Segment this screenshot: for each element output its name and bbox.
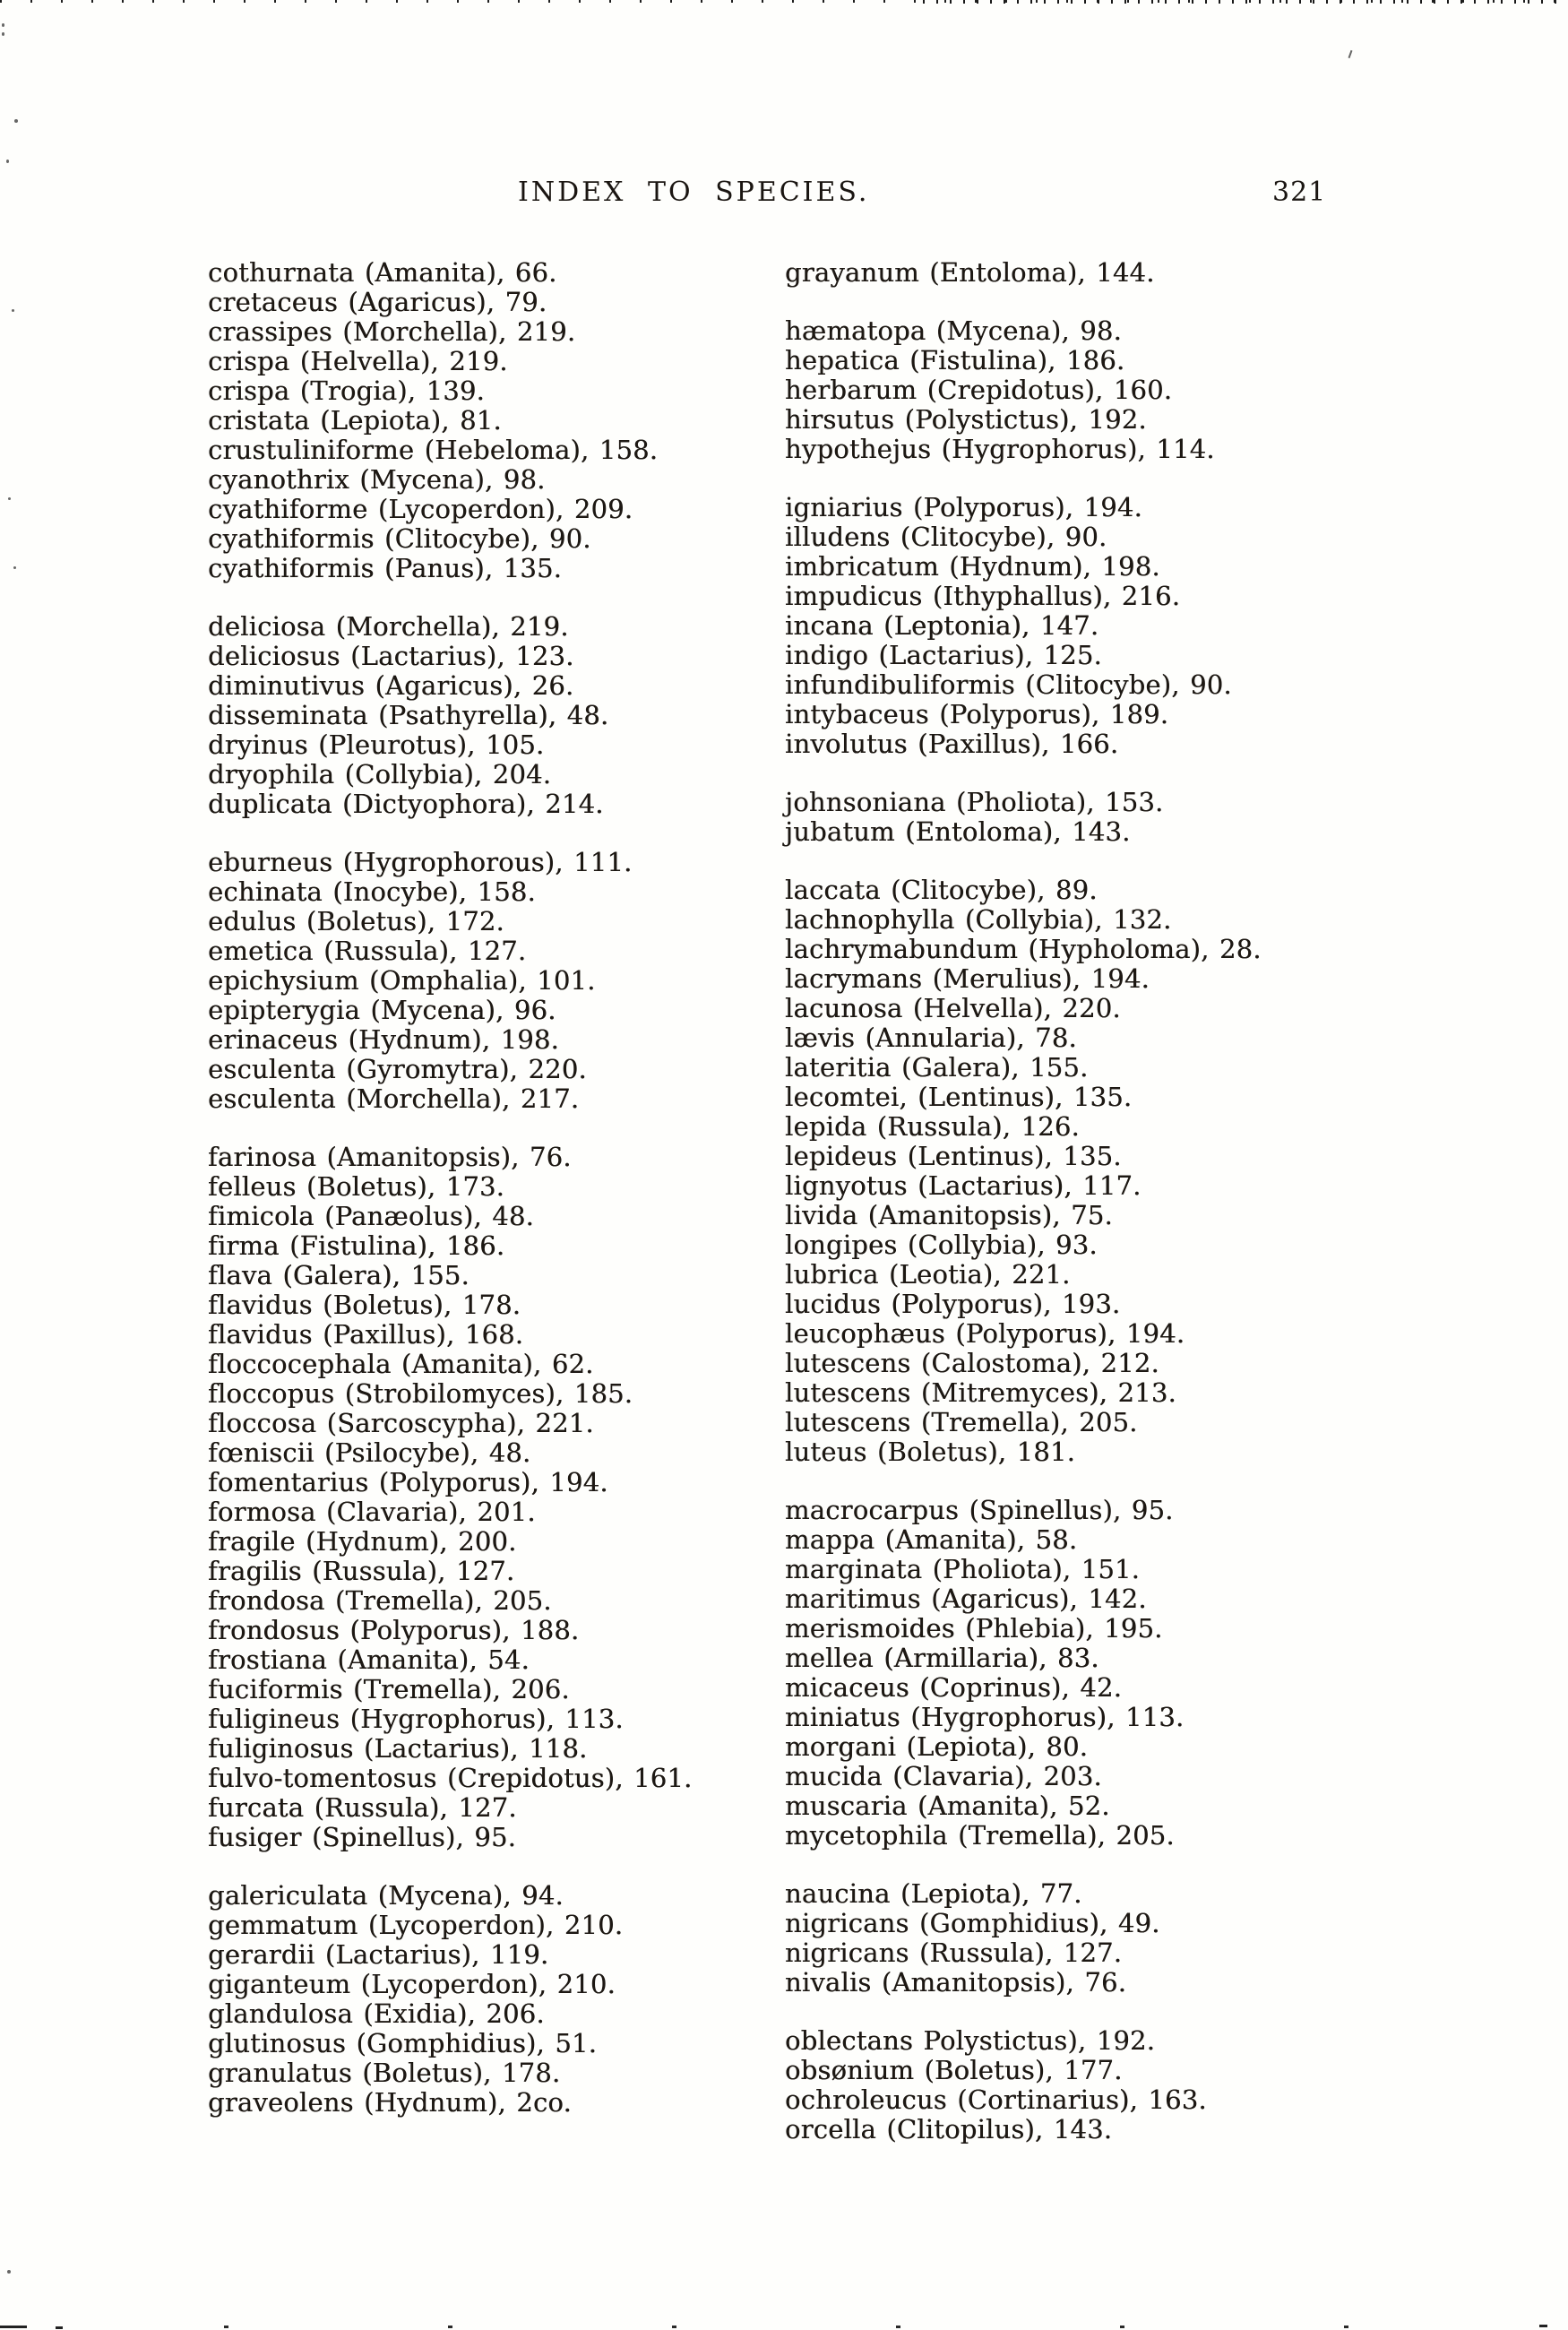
index-entry: jubatum (Entoloma), 143. (785, 816, 1131, 847)
index-entry: galericulata (Mycena), 94. (208, 1880, 564, 1911)
index-entry: mucida (Clavaria), 203. (785, 1761, 1102, 1791)
index-entry: lutescens (Mitremyces), 213. (785, 1377, 1176, 1408)
index-entry: crispa (Helvella), 219. (208, 346, 508, 376)
index-entry: fulvo-tomentosus (Crepidotus), 161. (208, 1763, 693, 1793)
index-entry: edulus (Boletus), 172. (208, 906, 504, 936)
page-number: 321 (1272, 177, 1327, 208)
scan-speck (8, 497, 11, 500)
index-entry: fimicola (Panæolus), 48. (208, 1201, 534, 1231)
index-entry: lignyotus (Lactarius), 117. (785, 1170, 1142, 1201)
index-group-g (208, 1881, 799, 2118)
scan-dash (0, 2326, 27, 2328)
index-entry: ochroleucus (Cortinarius), 163. (785, 2084, 1207, 2115)
index-entry: morgani (Lepiota), 80. (785, 1731, 1089, 1762)
index-entry: frondosa (Tremella), 205. (208, 1585, 552, 1616)
index-entry: infundibuliformis (Clitocybe), 90. (785, 669, 1232, 700)
scan-speck (7, 2270, 11, 2274)
index-group-j (785, 788, 1376, 847)
index-entry: cothurnata (Amanita), 66. (208, 257, 557, 288)
index-entry: longipes (Collybia), 93. (785, 1230, 1098, 1260)
index-entry: flavidus (Paxillus), 168. (208, 1319, 524, 1350)
scan-dash (56, 2326, 63, 2329)
index-entry: formosa (Clavaria), 201. (208, 1497, 536, 1527)
index-entry: lepideus (Lentinus), 135. (785, 1141, 1122, 1171)
index-entry: deliciosa (Morchella), 219. (208, 611, 569, 642)
index-entry: lacunosa (Helvella), 220. (785, 993, 1121, 1023)
index-entry: cyathiformis (Panus), 135. (208, 553, 563, 583)
index-entry: maritimus (Agaricus), 142. (785, 1584, 1147, 1614)
index-entry: flavidus (Boletus), 178. (208, 1290, 521, 1320)
index-entry: eburneus (Hygrophorous), 111. (208, 847, 633, 877)
index-entry: crustuliniforme (Hebeloma), 158. (208, 435, 659, 465)
index-entry: lævis (Annularia), 78. (785, 1023, 1077, 1053)
index-group-g (785, 258, 1376, 288)
index-entry: echinata (Inocybe), 158. (208, 876, 536, 907)
scan-edge-bottom (0, 2326, 1568, 2328)
index-group-f (208, 1143, 799, 1852)
index-entry: imbricatum (Hydnum), 198. (785, 551, 1160, 582)
index-entry: fuligineus (Hygrophorus), 113. (208, 1704, 624, 1734)
index-entry: hirsutus (Polystictus), 192. (785, 404, 1147, 435)
index-entry: oblectans Polystictus), 192. (785, 2025, 1156, 2056)
index-entry: gerardii (Lactarius), 119. (208, 1939, 549, 1970)
index-entry: incana (Leptonia), 147. (785, 610, 1099, 641)
index-entry: fragilis (Russula), 127. (208, 1556, 515, 1586)
index-entry: johnsoniana (Pholiota), 153. (785, 787, 1164, 817)
index-entry: mappa (Amanita), 58. (785, 1524, 1078, 1555)
index-entry: igniarius (Polyporus), 194. (785, 492, 1142, 522)
index-entry: glutinosus (Gomphidius), 51. (208, 2028, 598, 2058)
index-entry: deliciosus (Lactarius), 123. (208, 641, 574, 671)
index-entry: fœniscii (Psilocybe), 48. (208, 1437, 531, 1468)
index-entry: fuciformis (Tremella), 206. (208, 1674, 570, 1704)
index-entry: lutescens (Calostoma), 212. (785, 1348, 1159, 1378)
scan-speck (14, 119, 18, 123)
scan-speck (12, 309, 14, 312)
scan-speck (2, 23, 4, 27)
index-entry: epichysium (Omphalia), 101. (208, 965, 596, 996)
index-entry: fragile (Hydnum), 200. (208, 1526, 517, 1557)
index-entry: lucidus (Polyporus), 193. (785, 1289, 1121, 1319)
index-entry: gemmatum (Lycoperdon), 210. (208, 1910, 624, 1940)
index-entry: orcella (Clitopilus), 143. (785, 2114, 1113, 2144)
index-group-h (785, 316, 1376, 464)
index-entry: crispa (Trogia), 139. (208, 375, 485, 406)
index-entry: grayanum (Entoloma), 144. (785, 257, 1155, 288)
index-entry: obsønium (Boletus), 177. (785, 2055, 1123, 2085)
index-entry: floccopus (Strobilomyces), 185. (208, 1378, 633, 1409)
index-entry: cyathiformis (Clitocybe), 90. (208, 523, 591, 554)
index-entry: esculenta (Gyromytra), 220. (208, 1054, 587, 1084)
index-entry: duplicata (Dictyophora), 214. (208, 789, 604, 819)
index-entry: lecomtei, (Lentinus), 135. (785, 1082, 1133, 1112)
scan-speck (1348, 50, 1353, 58)
index-entry: indigo (Lactarius), 125. (785, 640, 1102, 670)
index-entry: intybaceus (Polyporus), 189. (785, 699, 1169, 729)
index-entry: mellea (Armillaria), 83. (785, 1643, 1099, 1673)
index-group-e (208, 848, 799, 1114)
index-entry: granulatus (Boletus), 178. (208, 2058, 561, 2088)
index-entry: nivalis (Amanitopsis), 76. (785, 1967, 1127, 1998)
index-entry: luteus (Boletus), 181. (785, 1437, 1076, 1467)
index-entry: nigricans (Russula), 127. (785, 1937, 1123, 1968)
index-entry: nigricans (Gomphidius), 49. (785, 1908, 1160, 1938)
index-entry: glandulosa (Exidia), 206. (208, 1998, 545, 2029)
index-entry: leucophæus (Polyporus), 194. (785, 1318, 1185, 1349)
index-entry: cyathiforme (Lycoperdon), 209. (208, 494, 633, 524)
scan-speck (13, 566, 16, 569)
index-entry: lacrymans (Merulius), 194. (785, 963, 1150, 994)
scan-edge-top-right (923, 0, 1568, 4)
index-entry: mycetophila (Tremella), 205. (785, 1820, 1175, 1851)
index-entry: giganteum (Lycoperdon), 210. (208, 1969, 616, 1999)
index-entry: dryinus (Pleurotus), 105. (208, 729, 545, 760)
index-entry: farinosa (Amanitopsis), 76. (208, 1142, 572, 1172)
index-entry: merismoides (Phlebia), 195. (785, 1613, 1163, 1644)
index-group-i (785, 493, 1376, 759)
index-entry: graveolens (Hydnum), 2co. (208, 2087, 572, 2118)
index-entry: hæmatopa (Mycena), 98. (785, 315, 1122, 346)
index-entry: frondosus (Polyporus), 188. (208, 1615, 580, 1645)
index-group-l (785, 876, 1376, 1467)
index-entry: fuliginosus (Lactarius), 118. (208, 1733, 588, 1764)
scan-speck (2, 32, 4, 36)
index-entry: felleus (Boletus), 173. (208, 1171, 505, 1202)
index-entry: laccata (Clitocybe), 89. (785, 875, 1098, 905)
index-entry: herbarum (Crepidotus), 160. (785, 375, 1173, 405)
index-entry: lachnophylla (Collybia), 132. (785, 904, 1172, 935)
index-entry: esculenta (Morchella), 217. (208, 1083, 580, 1114)
index-entry: naucina (Lepiota), 77. (785, 1878, 1082, 1909)
index-entry: lateritia (Galera), 155. (785, 1052, 1089, 1083)
index-entry: diminutivus (Agaricus), 26. (208, 670, 574, 701)
index-column-right (785, 258, 1376, 2144)
index-entry: hypothejus (Hygrophorus), 114. (785, 434, 1215, 464)
index-entry: illudens (Clitocybe), 90. (785, 522, 1107, 552)
index-entry: furcata (Russula), 127. (208, 1792, 517, 1823)
index-entry: floccocephala (Amanita), 62. (208, 1349, 594, 1379)
index-entry: lubrica (Leotia), 221. (785, 1259, 1071, 1290)
index-entry: frostiana (Amanita), 54. (208, 1644, 530, 1675)
index-entry: lepida (Russula), 126. (785, 1111, 1080, 1142)
index-entry: livida (Amanitopsis), 75. (785, 1200, 1113, 1230)
index-entry: epipterygia (Mycena), 96. (208, 995, 556, 1025)
index-group-d (208, 612, 799, 819)
index-entry: cyanothrix (Mycena), 98. (208, 464, 546, 495)
index-entry: micaceus (Coprinus), 42. (785, 1672, 1123, 1703)
index-entry: hepatica (Fistulina), 186. (785, 345, 1125, 375)
index-group-o (785, 2026, 1376, 2144)
index-entry: fusiger (Spinellus), 95. (208, 1822, 517, 1852)
index-group-n (785, 1879, 1376, 1998)
scan-speck (6, 160, 9, 163)
index-group-m (785, 1496, 1376, 1851)
index-entry: fomentarius (Polyporus), 194. (208, 1467, 608, 1497)
index-entry: disseminata (Psathyrella), 48. (208, 700, 609, 730)
index-column-left (208, 258, 799, 2118)
scan-dash (1539, 2325, 1547, 2327)
index-entry: marginata (Pholiota), 151. (785, 1554, 1141, 1584)
index-entry: lutescens (Tremella), 205. (785, 1407, 1138, 1437)
index-entry: impudicus (Ithyphallus), 216. (785, 581, 1181, 611)
index-entry: emetica (Russula), 127. (208, 936, 527, 966)
index-entry: erinaceus (Hydnum), 198. (208, 1024, 559, 1055)
index-entry: firma (Fistulina), 186. (208, 1230, 505, 1261)
index-entry: involutus (Paxillus), 166. (785, 729, 1119, 759)
index-entry: lachrymabundum (Hypholoma), 28. (785, 934, 1262, 964)
index-entry: floccosa (Sarcoscypha), 221. (208, 1408, 594, 1438)
index-group-c (208, 258, 799, 583)
index-entry: flava (Galera), 155. (208, 1260, 470, 1290)
index-entry: cretaceus (Agaricus), 79. (208, 287, 547, 317)
index-entry: macrocarpus (Spinellus), 95. (785, 1495, 1174, 1525)
index-entry: muscaria (Amanita), 52. (785, 1791, 1110, 1821)
page-title: INDEX TO SPECIES. (518, 177, 870, 208)
index-entry: crassipes (Morchella), 219. (208, 316, 576, 347)
index-entry: dryophila (Collybia), 204. (208, 759, 552, 790)
index-entry: cristata (Lepiota), 81. (208, 405, 502, 436)
index-entry: miniatus (Hygrophorus), 113. (785, 1702, 1185, 1732)
